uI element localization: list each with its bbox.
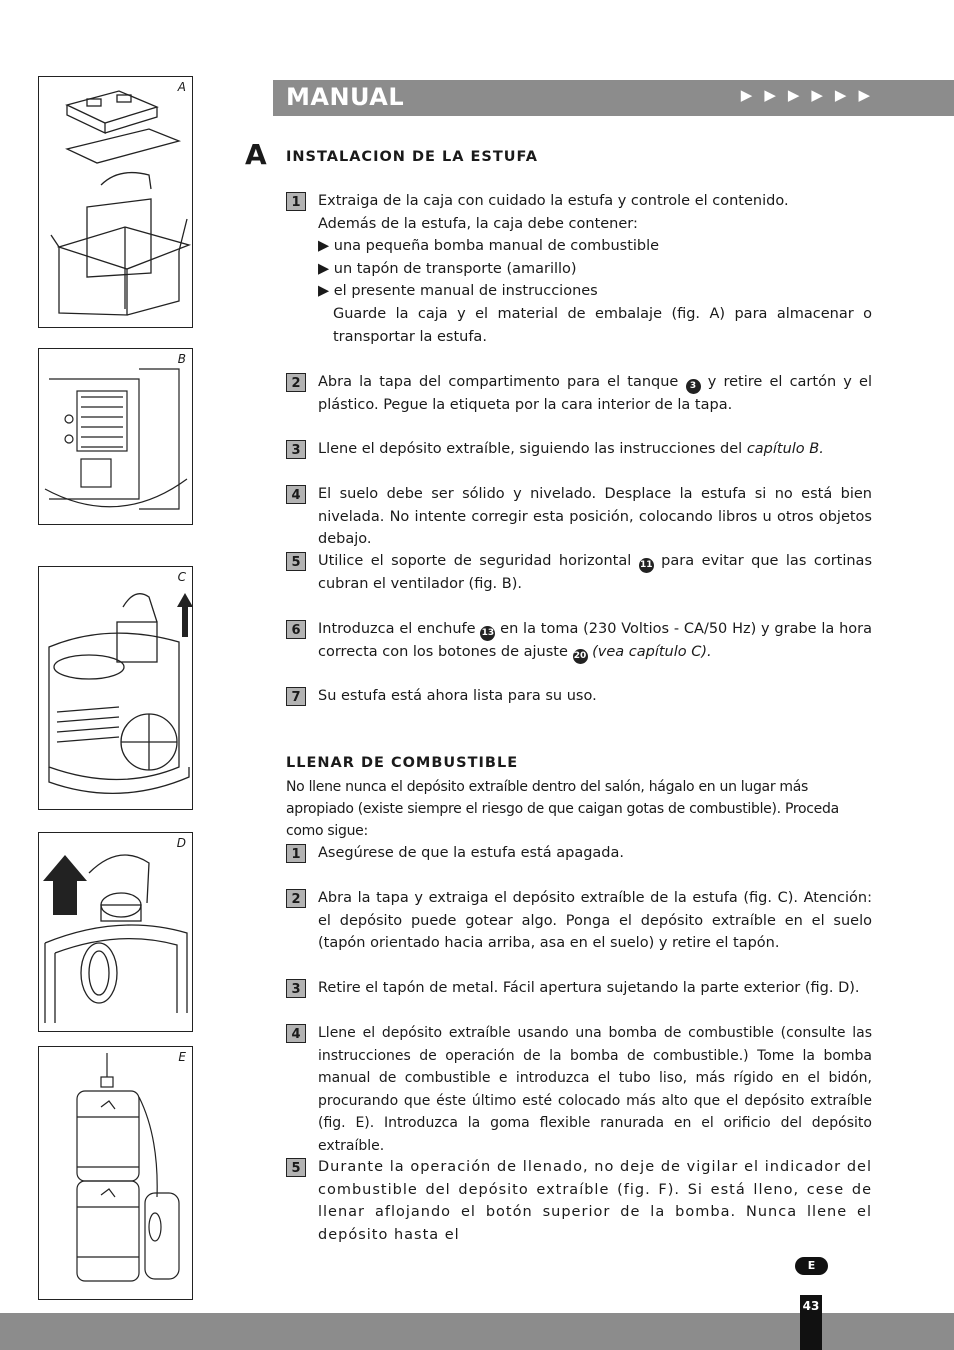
- step-number: 1: [286, 844, 306, 863]
- bullet-item: ▶ un tapón de transporte (amarillo): [318, 260, 577, 277]
- step-note: Guarde la caja y el material de embalaje (fig. A) para almacenar o transportar la estufa.: [333, 305, 872, 345]
- manual-header-bar: [273, 80, 954, 116]
- part-number-marker: 11: [639, 558, 654, 573]
- section-title-installation: INSTALACION DE LA ESTUFA: [286, 149, 538, 165]
- bullet-item: ▶ el presente manual de instrucciones: [318, 283, 598, 300]
- language-badge: E: [795, 1257, 828, 1275]
- section-intro: No llene nunca el depósito extraíble dentro del salón, hágalo en un lugar más apropiado (existe siempre el riesgo de que caigan gotas de combustible). Proceda como sigue:: [286, 779, 839, 839]
- header-title: MANUAL: [286, 83, 405, 111]
- step-number: 5: [286, 1158, 306, 1177]
- section-letter: A: [245, 138, 267, 171]
- fuel-pump-illustration: [39, 1047, 193, 1300]
- page-number: 43: [800, 1295, 822, 1350]
- header-arrows: ▶▶▶▶▶▶: [740, 86, 882, 104]
- step-number: 6: [286, 620, 306, 639]
- step-text: Introduzca el enchufe 13 en la toma (230 Voltios - CA/50 Hz) y grabe la hora correcta con los botones de ajuste 20 (vea capítulo C).: [318, 618, 872, 664]
- step-number: 5: [286, 552, 306, 571]
- figure-label: C: [177, 570, 186, 584]
- step-text: Su estufa está ahora lista para su uso.: [318, 688, 597, 704]
- tank-removal-illustration: [39, 567, 193, 810]
- step-text: Utilice el soporte de seguridad horizontal 11 para evitar que las cortinas cubran el ventilador (fig. B).: [318, 553, 872, 592]
- figure-label: A: [177, 80, 186, 94]
- step-text: Durante la operación de llenado, no deje de vigilar el indicador del combustible del depósito extraíble (fig. F). Si está lleno, cese de llenar aflojando el botón superior de la bomba. Nunca llene el depósito hasta el: [318, 1159, 872, 1243]
- step-text: Llene el depósito extraíble, siguiendo las instrucciones del capítulo B.: [318, 441, 824, 457]
- step-text: El suelo debe ser sólido y nivelado. Desplace la estufa si no está bien nivelada. No intente corregir esta posición, colocando libros u otros objetos debajo.: [318, 486, 872, 548]
- part-number-marker: 13: [480, 626, 495, 641]
- section-title-fuel: LLENAR DE COMBUSTIBLE: [286, 755, 519, 771]
- heater-back-illustration: [39, 349, 193, 525]
- step-text: Abra la tapa del compartimento para el tanque 3 y retire el cartón y el plástico. Pegue la etiqueta por la cara interior de la tapa.: [318, 374, 873, 413]
- figure-c: [38, 566, 193, 810]
- step-number: 3: [286, 979, 306, 998]
- figure-e: [38, 1046, 193, 1300]
- step-number: 4: [286, 485, 306, 504]
- figure-label: D: [176, 836, 186, 850]
- step-text: Llene el depósito extraíble usando una bomba de combustible (consulte las instrucciones de operación de la bomba de combustible.) Tome la bomba manual de combustible e introduzca el tubo liso, más rígido en el bidón, procurando que éste último esté colocado más alto que el depósito extraíble (fig. E). Introduzca la goma flexible ranurada en el orificio del depósito extraíble.: [318, 1025, 872, 1154]
- part-number-marker: 3: [686, 379, 701, 394]
- figure-d: [38, 832, 193, 1032]
- step-number: 4: [286, 1024, 306, 1043]
- figure-b: [38, 348, 193, 525]
- heater-box-illustration: [39, 77, 193, 328]
- step-text: Retire el tapón de metal. Fácil apertura sujetando la parte exterior (fig. D).: [318, 980, 860, 996]
- step-number: 2: [286, 373, 306, 392]
- step-number: 2: [286, 889, 306, 908]
- step-number: 7: [286, 687, 306, 706]
- step-number: 3: [286, 440, 306, 459]
- figure-label: B: [177, 352, 186, 366]
- step-text: [318, 190, 872, 348]
- bullet-item: ▶ una pequeña bomba manual de combustible: [318, 238, 660, 255]
- step-text: Abra la tapa y extraiga el depósito extraíble de la estufa (fig. C). Atención: el depósito puede gotear algo. Ponga el depósito extraíble en el suelo (tapón orientado hacia arriba, asa en el suelo) y retire el tapón.: [318, 890, 872, 952]
- figure-a: [38, 76, 193, 328]
- figure-label: E: [178, 1050, 186, 1064]
- step-number: 1: [286, 192, 306, 211]
- part-number-marker: 20: [573, 649, 588, 664]
- step-text: Asegúrese de que la estufa está apagada.: [318, 845, 624, 861]
- step-line: Además de la estufa, la caja debe contener:: [318, 215, 638, 232]
- cap-removal-illustration: [39, 833, 193, 1032]
- step-line: Extraiga de la caja con cuidado la estufa y controle el contenido.: [318, 193, 789, 209]
